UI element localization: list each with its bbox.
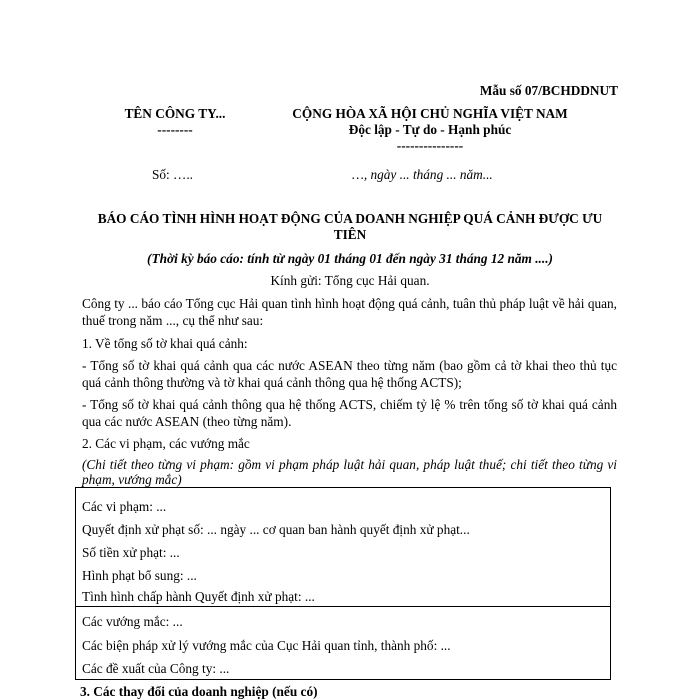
section1-heading: 1. Về tổng số tờ khai quá cảnh: <box>82 336 248 351</box>
motto-divider: --------------- <box>396 138 464 153</box>
violation-item: Số tiền xử phạt: ... <box>82 545 180 560</box>
violation-item: Các vi phạm: ... <box>82 499 167 514</box>
obstacle-item: Các biện pháp xử lý vướng mắc của Cục Hải quan tỉnh, thành phố: ... <box>82 638 451 653</box>
section3-heading: 3. Các thay đổi của doanh nghiệp (nếu có) <box>80 684 318 699</box>
violation-item: Tình hình chấp hành Quyết định xử phạt: ... <box>82 589 315 604</box>
section1-item1: - Tổng số tờ khai quá cảnh qua các nước ASEAN theo từng năm (bao gồm cả tờ khai theo thủ tục quá cảnh thông thường và tờ khai quá cảnh thông qua hệ thống ACTS); <box>82 358 617 390</box>
violations-box <box>75 487 611 607</box>
obstacles-box <box>75 606 611 680</box>
date-line: …, ngày ... tháng ... năm... <box>352 167 493 182</box>
republic-title: CỘNG HÒA XÃ HỘI CHỦ NGHĨA VIỆT NAM <box>292 106 568 121</box>
report-title-line2: TIÊN <box>333 227 367 242</box>
company-name: TÊN CÔNG TY... <box>124 106 226 121</box>
section2-note: (Chi tiết theo từng vi phạm: gồm vi phạm pháp luật hải quan, pháp luật thuế; chi tiết theo từng vi phạm, vướng mắc) <box>82 457 617 487</box>
violation-item: Quyết định xử phạt số: ... ngày ... cơ quan ban hành quyết định xử phạt... <box>82 522 470 537</box>
obstacle-item: Các vướng mắc: ... <box>82 614 183 629</box>
document-number: Số: ….. <box>152 167 194 182</box>
report-period: (Thời kỳ báo cáo: tính từ ngày 01 tháng 01 đến ngày 31 tháng 12 năm ....) <box>147 251 553 266</box>
obstacle-item: Các đề xuất của Công ty: ... <box>82 661 230 676</box>
motto: Độc lập - Tự do - Hạnh phúc <box>348 122 512 137</box>
report-title-line1: BÁO CÁO TÌNH HÌNH HOẠT ĐỘNG CỦA DOANH NGHIỆP QUÁ CẢNH ĐƯỢC ƯU <box>97 211 603 226</box>
intro-paragraph: Công ty ... báo cáo Tổng cục Hải quan tình hình hoạt động quá cảnh, tuân thủ pháp luật về hải quan, thuế trong năm ..., cụ thể như sau: <box>82 296 617 328</box>
company-divider: -------- <box>157 122 193 137</box>
violation-item: Hình phạt bổ sung: ... <box>82 568 197 583</box>
section2-heading: 2. Các vi phạm, các vướng mắc <box>82 436 250 451</box>
section1-item2: - Tổng số tờ khai quá cảnh thông qua hệ thống ACTS, chiếm tỷ lệ % trên tổng số tờ khai quá cảnh qua các nước ASEAN (theo từng năm). <box>82 397 617 429</box>
form-code: Mẫu số 07/BCHDDNUT <box>479 83 618 98</box>
recipient-line: Kính gửi: Tổng cục Hải quan. <box>270 273 430 288</box>
